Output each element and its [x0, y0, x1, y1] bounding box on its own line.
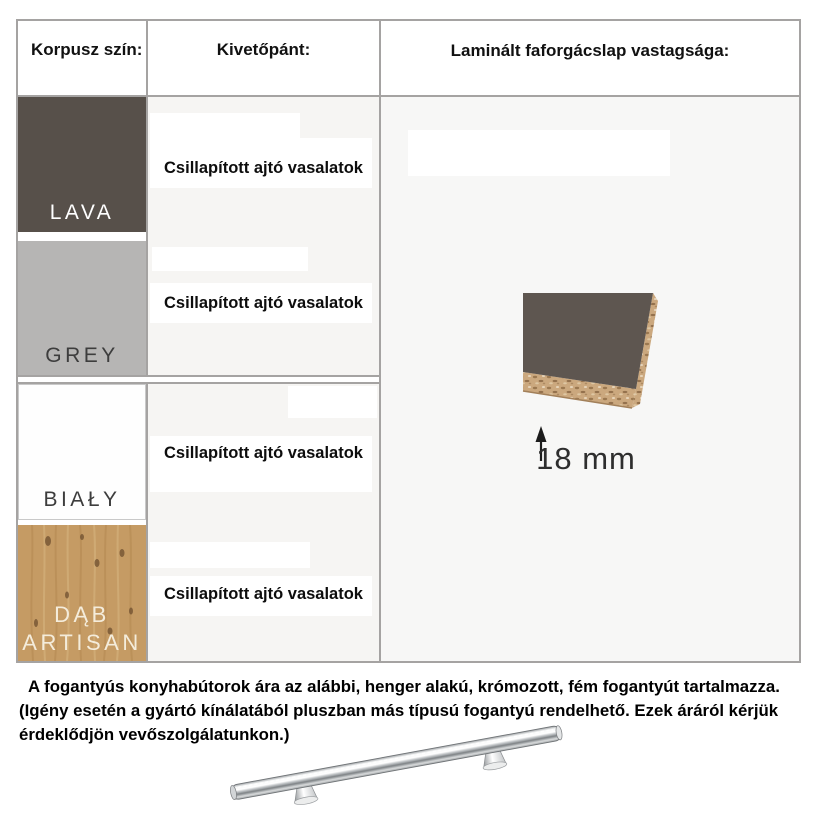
header-cell-hinge	[148, 21, 379, 95]
white-patch	[150, 113, 300, 141]
handle-bar	[230, 725, 563, 800]
white-patch	[150, 542, 310, 568]
hinge-label-lava: Csillapított ajtó vasalatok	[164, 159, 363, 177]
header-thickness-label: Laminált faforgácslap vastagsága:	[450, 41, 730, 60]
handle-image	[215, 713, 585, 818]
hinge-cells-bottom	[148, 384, 379, 661]
thickness-value: 18 mm	[536, 441, 636, 476]
hinge-label-grey: Csillapított ajtó vasalatok	[164, 294, 363, 312]
lava-swatch	[18, 97, 146, 232]
bialy-swatch-label: BIAŁY	[43, 488, 121, 511]
hinge-cells-top	[148, 97, 379, 375]
lava-swatch-label: LAVA	[49, 201, 115, 224]
chipboard-image	[495, 275, 685, 465]
grey-swatch-label: GREY	[45, 344, 119, 367]
white-patch	[408, 130, 670, 176]
hinge-label-dab-artisan: Csillapított ajtó vasalatok	[164, 585, 363, 603]
dab-artisan-swatch	[18, 525, 146, 661]
color-cells-bottom	[18, 384, 146, 661]
footer-text-line2: (Igény esetén a gyártó kínálatából pluszban más típusú fogantyú rendelhető. Ezek áráról kérjük	[19, 701, 779, 720]
color-cells-top	[18, 97, 146, 375]
white-patch	[288, 386, 377, 418]
header-corpus-color-label: Korpusz szín:	[31, 40, 143, 59]
header-cell-thickness	[381, 21, 799, 95]
header-hinge-label: Kivetőpánt:	[216, 40, 311, 59]
section-divider	[18, 377, 379, 382]
footer-text-line1: A fogantyús konyhabútorok ára az alábbi, henger alakú, krómozott, fém fogantyút tartalmazza.	[28, 677, 780, 696]
header-cell-corpus-color	[18, 21, 146, 95]
thickness-cell	[381, 97, 799, 661]
dab-artisan-swatch-label: DĄB ARTISAN	[22, 602, 142, 655]
hinge-label-bialy: Csillapított ajtó vasalatok	[164, 444, 363, 462]
white-patch	[152, 247, 308, 271]
footer-text-line3: érdeklődjön vevőszolgálatunkon.)	[19, 725, 290, 744]
grey-swatch	[18, 241, 146, 375]
product-table	[16, 19, 801, 663]
bialy-swatch	[18, 384, 146, 520]
